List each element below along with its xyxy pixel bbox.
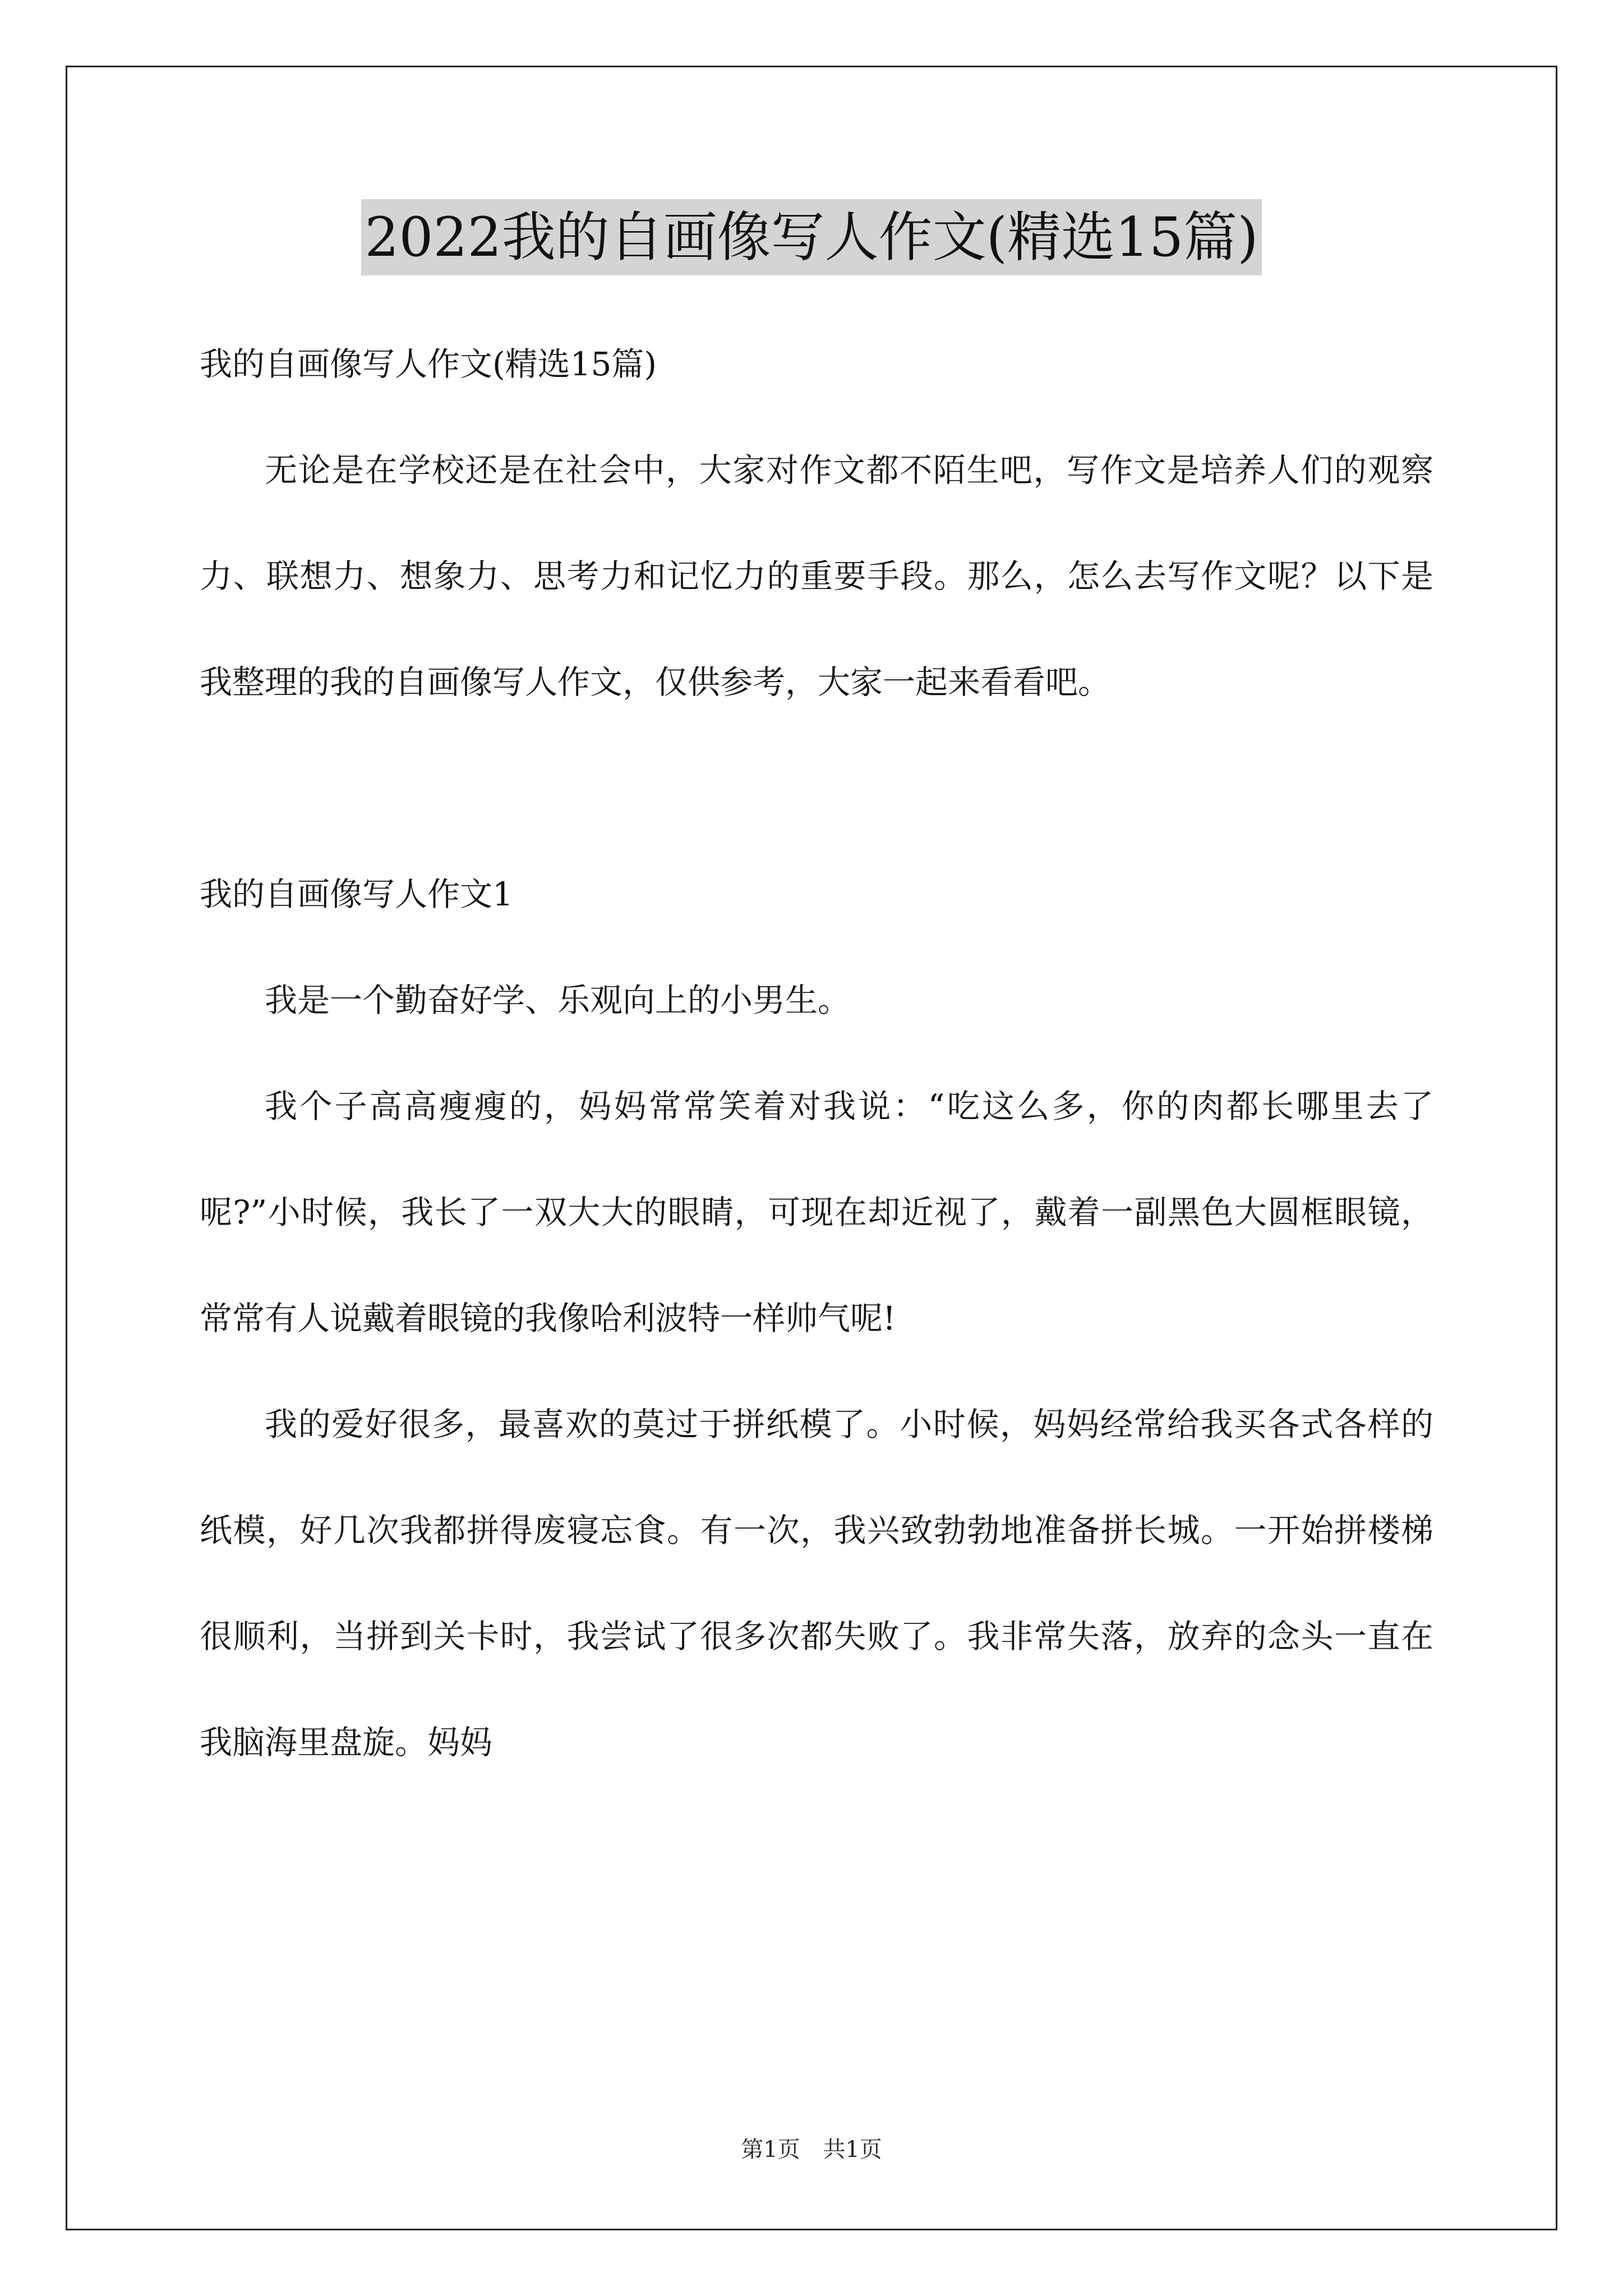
body-paragraph: 我个子高高瘦瘦的，妈妈常常笑着对我说：“吃这么多，你的肉都长哪里去了呢?”小时候，我长了一双大大的眼睛，可现在却近视了，戴着一副黑色大圆框眼镜，常常有人说戴着眼镜的我像哈利波特一样帅气呢! [200,1087,1433,1337]
page-count: 共1页 [823,2137,882,2162]
page-number: 第1页 [741,2137,800,2162]
body-paragraph: 我是一个勤奋好学、乐观向上的小男生。 [265,981,851,1019]
page-footer [0,2133,1623,2166]
document-subtitle: 我的自画像写人作文(精选15篇) [200,345,657,383]
body-paragraph: 我的爱好很多，最喜欢的莫过于拼纸模了。小时候，妈妈经常给我买各式各样的纸模，好几次我都拼得废寝忘食。有一次，我兴致勃勃地准备拼长城。一开始拼楼梯很顺利，当拼到关卡时，我尝试了很多次都失败了。我非常失落，放弃的念头一直在我脑海里盘旋。妈妈 [200,1405,1433,1761]
document-body [200,311,1433,1796]
intro-paragraph: 无论是在学校还是在社会中，大家对作文都不陌生吧，写作文是培养人们的观察力、联想力、想象力、思考力和记忆力的重要手段。那么，怎么去写作文呢？以下是我整理的我的自画像写人作文，仅供参考，大家一起来看看吧。 [200,451,1433,701]
document-title: 2022我的自画像写人作文(精选15篇) [361,199,1261,275]
section-heading: 我的自画像写人作文1 [200,875,513,913]
title-wrap [0,199,1623,275]
